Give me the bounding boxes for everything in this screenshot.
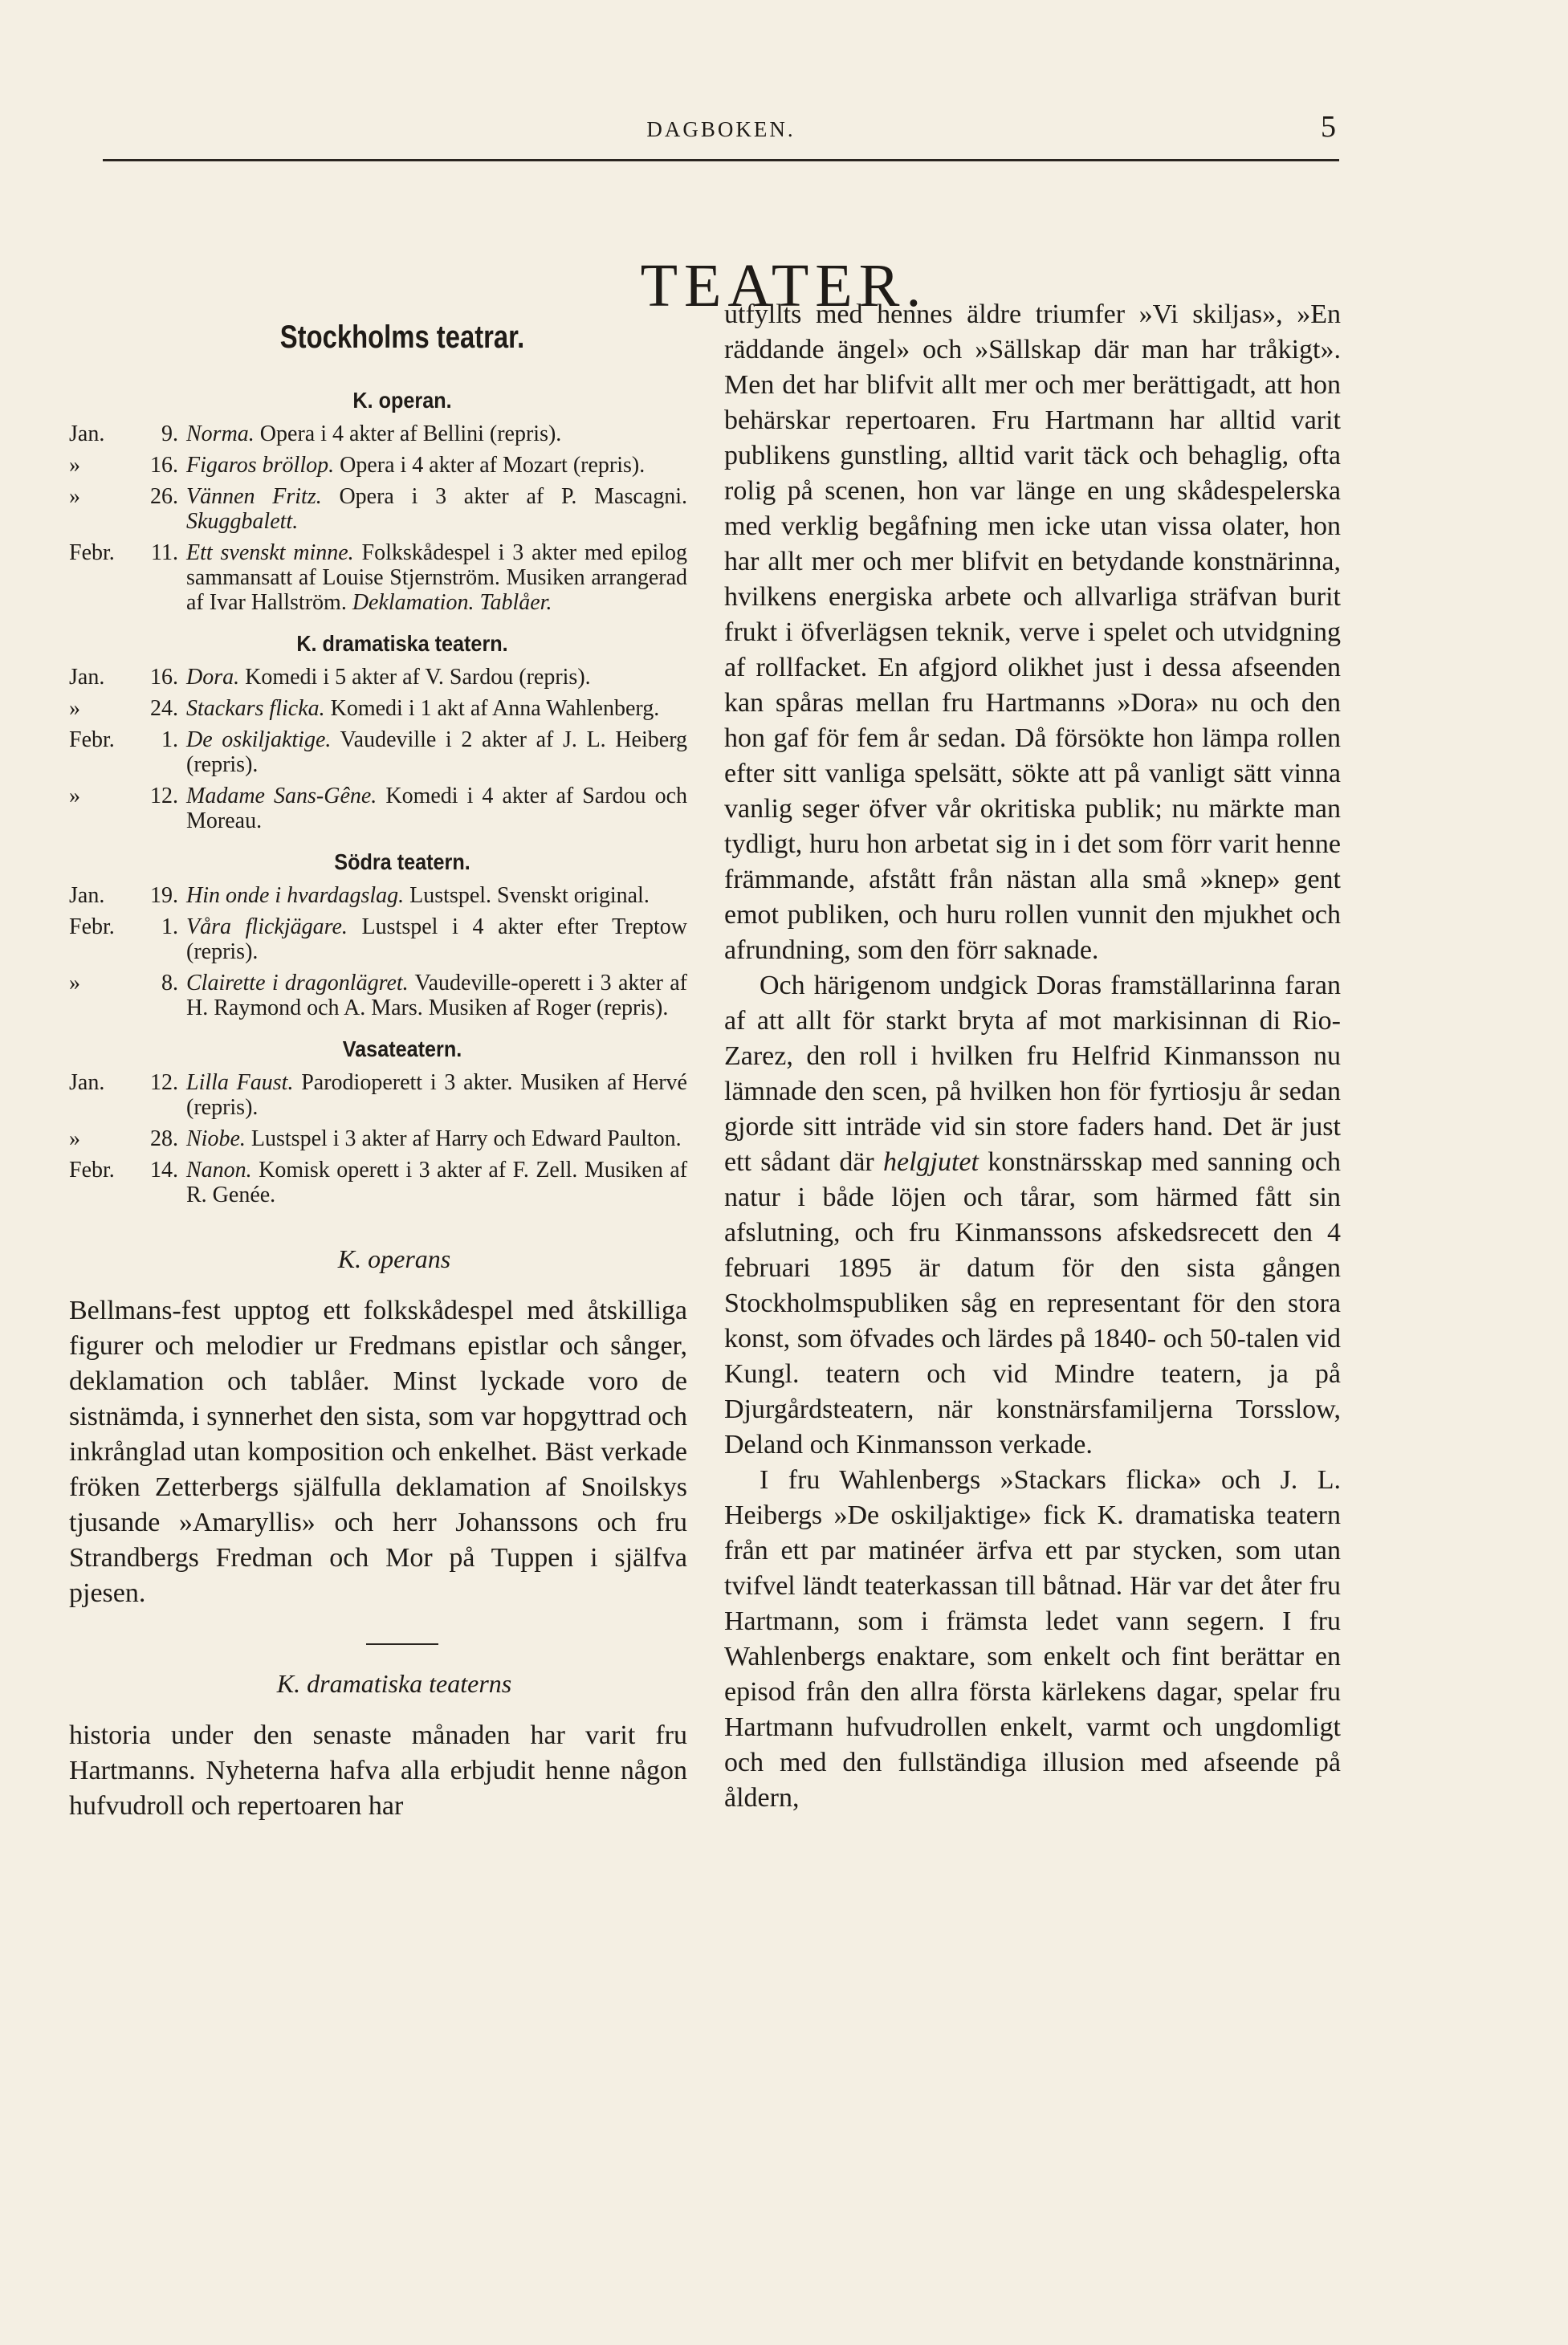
entry-body xyxy=(186,784,687,833)
entry-day: 24. xyxy=(150,696,178,721)
entry-body xyxy=(186,665,687,690)
listing-entry xyxy=(69,1158,687,1207)
entry-title: Stackars flicka. xyxy=(186,696,325,721)
entry-month: Febr. xyxy=(69,540,115,565)
venue-heading: K. dramatiska teatern. xyxy=(296,631,508,656)
entry-text: Komedi i 5 akter af V. Sardou (repris). xyxy=(245,665,591,690)
entry-body xyxy=(186,696,687,721)
entry-day: 26. xyxy=(150,484,178,509)
entry-body xyxy=(186,421,687,446)
listing-entry xyxy=(69,914,687,964)
entry-month: » xyxy=(69,1126,80,1151)
entry-body xyxy=(186,727,687,777)
drama-section-heading: K. dramatiska teaterns xyxy=(276,1669,512,1698)
section-divider xyxy=(366,1643,438,1645)
listing-entry xyxy=(69,665,687,690)
article-text: konstnärsskap med sanning och natur i både löjen och tårar, som härmed fått sin afslutning, och fru Kinmanssons afskedsrecett den 4 februari 1895 är datum för den sista gången Stockholmspubliken såg en representant för den stora konst, som öfvades och lärdes på 1840- och 50-talen vid Kungl. teatern och vid Mindre teatern, ja på Djurgårdsteatern, när konstnärsfamiljerna Torsslow, Deland och Kinmansson verkade. xyxy=(724,1147,1341,1460)
entry-body xyxy=(186,484,687,534)
entry-title: Nanon. xyxy=(186,1158,252,1183)
venue-heading: Vasateatern. xyxy=(342,1036,462,1061)
article-paragraph: I fru Wahlenbergs »Stackars flicka» och J. L. Heibergs »De oskiljaktige» fick K. dramatiska teatern från ett par matinéer ärfva ett par stycken, som utan tvifvel ländt teaterkassan till båtnad. Här var det åter fru Hartmann, som i främsta ledet vann segern. I fru Wahlenbergs enaktare, som enkelt och fint berättar en episod från den allra första kärlekens dagar, spelar fru Hartmann hufvudrollen enkelt, varmt och ungdomligt och med den fullständiga illusion med afseende på åldern, xyxy=(724,1465,1341,1813)
entry-text: Komedi i 1 akt af Anna Wahlenberg. xyxy=(330,696,660,721)
entry-month: » xyxy=(69,484,80,509)
entry-day: 16. xyxy=(150,453,178,478)
entry-month: Febr. xyxy=(69,727,115,752)
entry-month: » xyxy=(69,453,80,478)
entry-title: Våra flickjägare. xyxy=(186,914,348,939)
entry-day: 12. xyxy=(150,1070,178,1095)
drama-section-text: historia under den senaste månaden har varit fru Hartmanns. Nyheterna hafva alla erbjudit henne någon hufvudroll och repertoaren har xyxy=(69,1720,687,1821)
entry-text: Vaudeville-operett i 3 akter af H. Raymond och A. Mars. Musiken af Roger (repris). xyxy=(186,971,688,1020)
entry-day: 8. xyxy=(161,971,178,995)
entry-text: Opera i 4 akter af Bellini (repris). xyxy=(259,421,562,446)
entry-title: Hin onde i hvardagslag. xyxy=(186,883,405,908)
entry-day: 9. xyxy=(161,421,178,446)
entry-day: 11. xyxy=(151,540,178,565)
entry-tail: Skuggbalett. xyxy=(186,509,299,534)
entry-text: Komisk operett i 3 akter af F. Zell. Musiken af R. Genée. xyxy=(186,1158,688,1207)
listing-entry xyxy=(69,421,687,446)
entry-title: Madame Sans-Gêne. xyxy=(186,784,377,808)
entry-title: Ett svenskt minne. xyxy=(186,540,354,565)
entry-text: Parodioperett i 3 akter. Musiken af Hervé (repris). xyxy=(186,1070,687,1120)
entry-text: Lustspel i 4 akter efter Treptow (repris). xyxy=(186,914,687,964)
article-text: Och härigenom undgick Doras framställarinna faran af att allt för starkt bryta af mot markisinnan di Rio-Zarez, den roll i hvilken fru Helfrid Kinmansson nu lämnade den scen, på hvilken hon för fyrtiosju år sedan gjorde sitt inträde vid sin store faders hand. Det är just ett sådant där xyxy=(724,971,1341,1177)
section-title: TEATER. xyxy=(640,251,928,320)
entry-day: 16. xyxy=(150,665,178,690)
listing-entry xyxy=(69,784,687,833)
entry-title: Norma. xyxy=(186,421,255,446)
entry-month: » xyxy=(69,784,80,808)
entry-title: Dora. xyxy=(186,665,240,690)
listings-title: Stockholms teatrar. xyxy=(279,320,525,355)
entry-body xyxy=(186,1158,687,1207)
article-emphasis: helgjutet xyxy=(883,1147,979,1177)
listing-entry xyxy=(69,484,687,534)
venue-heading: K. operan. xyxy=(352,388,452,413)
entry-month: Jan. xyxy=(69,1070,105,1095)
entry-month: Jan. xyxy=(69,883,105,908)
entry-body xyxy=(186,883,687,908)
entry-title: Vännen Fritz. xyxy=(186,484,322,509)
entry-body xyxy=(186,1126,687,1151)
article-paragraph: utfyllts med hennes äldre triumfer »Vi skiljas», »En räddande ängel» och »Sällskap där man har tråkigt». Men det har blifvit allt mer och mer berättigadt, att hon behärskar repertoaren. Fru Hartmann har alltid varit publikens gunstling, alltid varit täck och behaglig, ofta rolig på scenen, hon var länge en ung skådespelerska med verklig begåfning men icke utan vissa olater, hon har allt mer och mer blifvit en betydande konstnärinna, hvilkens energiska arbete och allvarliga sträfvan burit frukt i öfverlägsen teknik, verve i spelet och utvidgning af rollfacket. En afgjord olikhet just i dessa afseenden kan spåras mellan fru Hartmanns »Dora» nu och den hon gaf för fem år sedan. Då försökte hon lämpa rollen efter sitt vanliga spelsätt, sökte att på vanligt sätt vinna vanlig seger öfver vår okritiska publik; nu märkte man tydligt, huru hon arbetat sig in i det som förr varit henne främmande, afstått från nästan alla små »knep» gent emot publiken, och huru rollen vunnit den mjukhet och afrundning, som den förr saknade. xyxy=(724,299,1341,965)
entry-text: Vaudeville i 2 akter af J. L. Heiberg (repris). xyxy=(186,727,688,777)
right-column xyxy=(724,297,1341,1816)
entry-tail: Deklamation. Tablåer. xyxy=(352,590,552,615)
entry-body xyxy=(186,1070,687,1120)
entry-title: Niobe. xyxy=(186,1126,246,1151)
listing-entry xyxy=(69,453,687,478)
entry-month: Febr. xyxy=(69,1158,115,1183)
running-title: DAGBOKEN. xyxy=(646,117,796,141)
listing-entry xyxy=(69,1070,687,1120)
entry-month: » xyxy=(69,971,80,995)
entry-text: Lustspel i 3 akter af Harry och Edward Paulton. xyxy=(250,1126,682,1151)
entry-day: 14. xyxy=(150,1158,178,1183)
entry-month: » xyxy=(69,696,80,721)
entry-text: Opera i 4 akter af Mozart (repris). xyxy=(340,453,646,478)
entry-text: Komedi i 4 akter af Sardou och Moreau. xyxy=(186,784,688,833)
listing-entry xyxy=(69,727,687,777)
opera-section-heading: K. operans xyxy=(337,1244,451,1273)
entry-day: 1. xyxy=(161,727,178,752)
article-paragraph xyxy=(724,968,1341,1463)
listing-entry xyxy=(69,883,687,908)
entry-month: Febr. xyxy=(69,914,115,939)
listing-entry xyxy=(69,1126,687,1151)
page-number: 5 xyxy=(1321,110,1336,144)
entry-title: Figaros bröllop. xyxy=(186,453,335,478)
opera-section-text: Bellmans-fest upptog ett folkskådespel med åtskilliga figurer och melodier ur Fredmans epistlar och sånger, deklamation och tablåer. Minst lyckade voro de sistnämda, i synnerhet den sista, som var hopgyttrad och inkrånglad utan komposition och enkelhet. Bäst verkade fröken Zetterbergs själfulla deklamation af Snoilskys tjusande »Amaryllis» och herr Johanssons och fru Strandbergs Fredman och Mor på Tuppen i själfva pjesen. xyxy=(69,1296,687,1608)
entry-body xyxy=(186,540,687,615)
venue-heading: Södra teatern. xyxy=(334,849,470,874)
entry-title: Lilla Faust. xyxy=(186,1070,294,1095)
entry-day: 12. xyxy=(150,784,178,808)
left-column xyxy=(69,305,687,1824)
entry-text: Folkskådespel i 3 akter med epilog sammansatt af Louise Stjernström. Musiken arrangerad af Ivar Hallström. xyxy=(186,540,688,615)
entry-month: Jan. xyxy=(69,665,105,690)
running-header xyxy=(103,103,1339,161)
listing-entry xyxy=(69,971,687,1020)
entry-day: 19. xyxy=(150,883,178,908)
entry-title: De oskiljaktige. xyxy=(186,727,332,752)
entry-body xyxy=(186,453,687,478)
entry-body xyxy=(186,971,687,1020)
listing-entry xyxy=(69,696,687,721)
entry-text: Lustspel. Svenskt original. xyxy=(409,883,650,908)
entry-month: Jan. xyxy=(69,421,105,446)
entry-body xyxy=(186,914,687,964)
entry-day: 28. xyxy=(150,1126,178,1151)
listing-entry xyxy=(69,540,687,615)
entry-title: Clairette i dragonlägret. xyxy=(186,971,409,995)
entry-text: Opera i 3 akter af P. Mascagni. xyxy=(339,484,688,509)
entry-day: 1. xyxy=(161,914,178,939)
